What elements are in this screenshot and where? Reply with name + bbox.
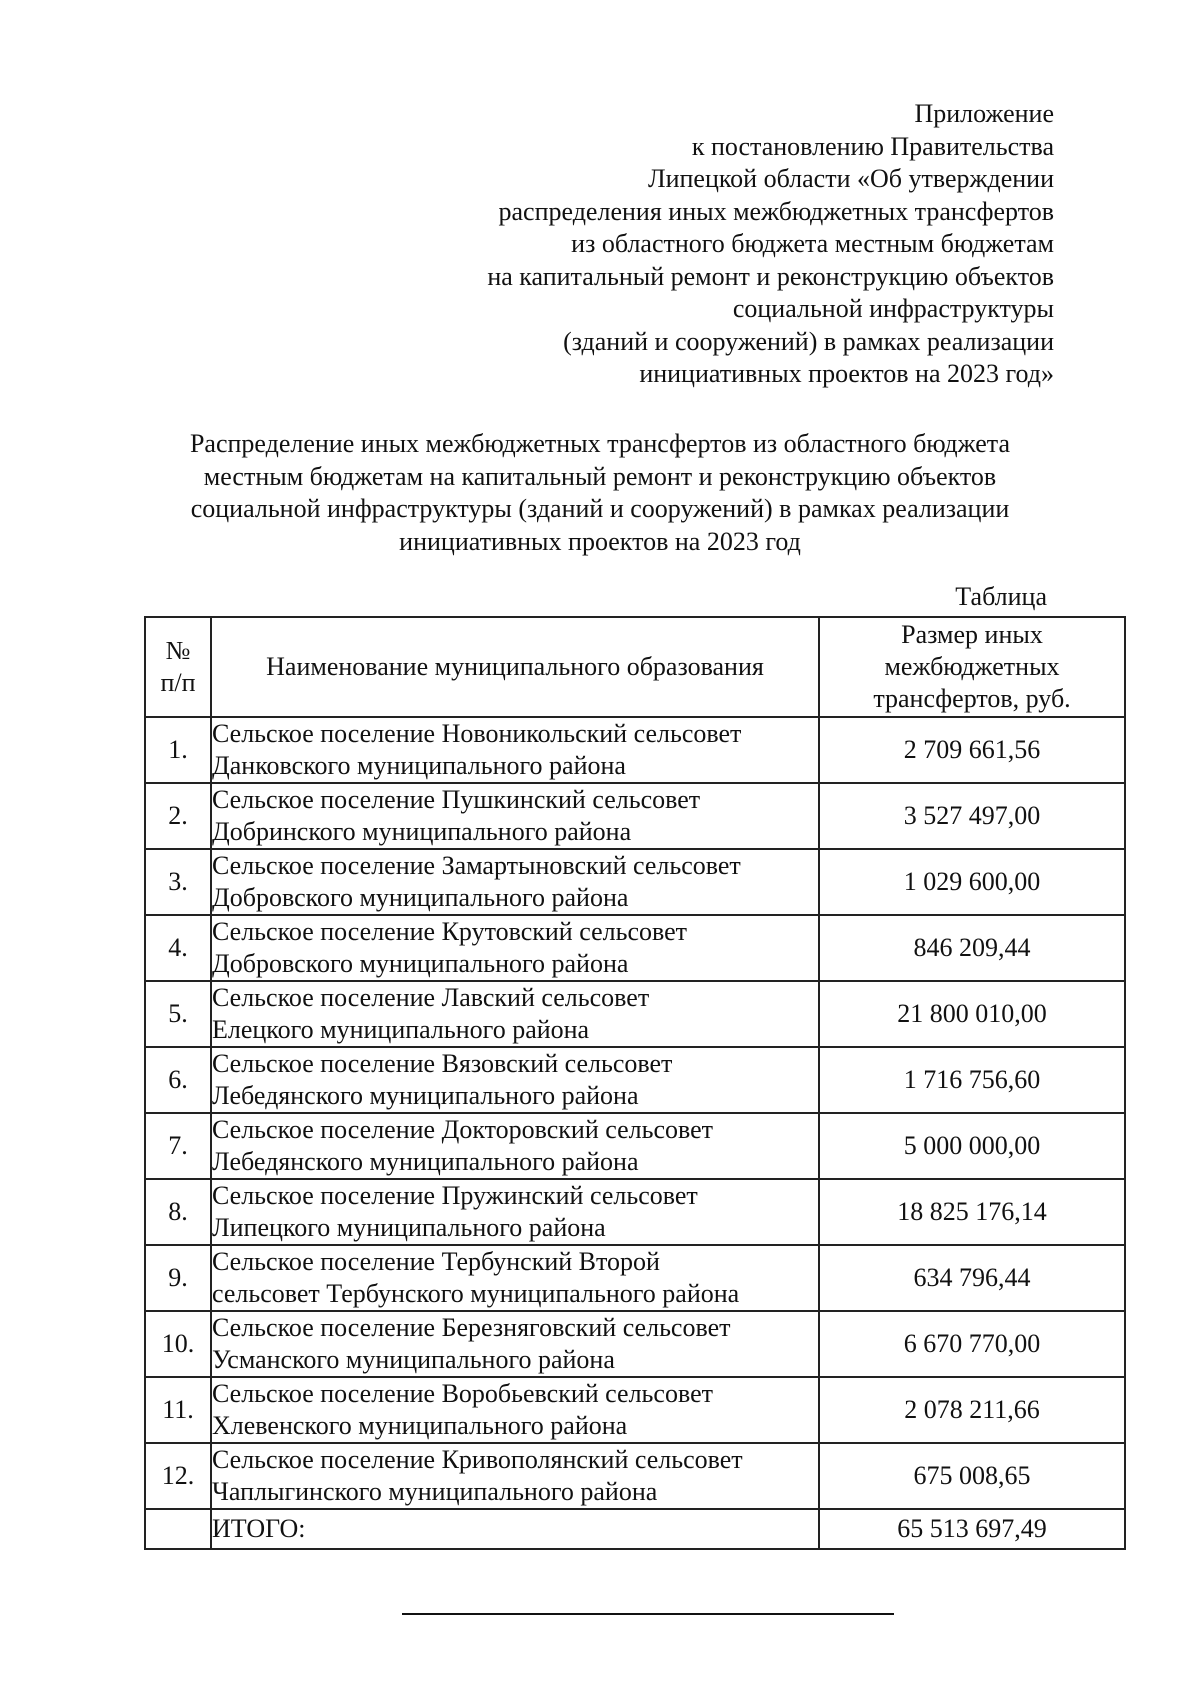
table-row xyxy=(145,717,1125,783)
row-name-line: Сельское поселение Вязовский сельсовет xyxy=(212,1049,673,1078)
header-number xyxy=(145,617,211,717)
header-number-symbol: № xyxy=(165,636,191,665)
row-amount: 2 078 211,66 xyxy=(819,1377,1125,1443)
appendix-line: на капитальный ремонт и реконструкцию объектов xyxy=(487,261,1054,291)
appendix-line: социальной инфраструктуры xyxy=(732,294,1054,323)
row-number: 4. xyxy=(145,915,211,981)
title-line: Распределение иных межбюджетных трансфертов из областного бюджета xyxy=(189,429,1011,458)
row-name-line: Данковского муниципального района xyxy=(212,751,626,780)
row-name-line: Сельское поселение Кривополянский сельсовет xyxy=(212,1445,743,1474)
row-name xyxy=(211,783,819,849)
row-number: 7. xyxy=(145,1113,211,1179)
row-name-line: Усманского муниципального района xyxy=(212,1345,615,1374)
row-number: 11. xyxy=(145,1377,211,1443)
row-name xyxy=(211,1377,819,1443)
table-row xyxy=(145,1113,1125,1179)
appendix-line: (зданий и сооружений) в рамках реализации xyxy=(563,326,1054,356)
distribution-table xyxy=(144,616,1126,1550)
row-name xyxy=(211,1443,819,1509)
table-row xyxy=(145,1311,1125,1377)
appendix-line: из областного бюджета местным бюджетам xyxy=(571,229,1054,258)
row-name-line: Сельское поселение Крутовский сельсовет xyxy=(212,917,688,946)
row-number: 12. xyxy=(145,1443,211,1509)
row-name xyxy=(211,1047,819,1113)
table-row xyxy=(145,915,1125,981)
row-amount: 5 000 000,00 xyxy=(819,1113,1125,1179)
row-number: 9. xyxy=(145,1245,211,1311)
row-amount: 846 209,44 xyxy=(819,915,1125,981)
row-name-line: сельсовет Тербунского муниципального района xyxy=(212,1279,740,1308)
row-name xyxy=(211,981,819,1047)
row-number: 10. xyxy=(145,1311,211,1377)
row-name-line: Сельское поселение Докторовский сельсовет xyxy=(212,1115,714,1144)
row-number: 3. xyxy=(145,849,211,915)
row-amount: 1 029 600,00 xyxy=(819,849,1125,915)
table-row xyxy=(145,1179,1125,1245)
row-number: 6. xyxy=(145,1047,211,1113)
header-amount xyxy=(819,617,1125,717)
row-name-line: Чаплыгинского муниципального района xyxy=(212,1477,658,1506)
row-name-line: Сельское поселение Новоникольский сельсовет xyxy=(212,719,742,748)
document-title xyxy=(120,428,1080,558)
header-name: Наименование муниципального образования xyxy=(211,617,819,717)
row-number: 8. xyxy=(145,1179,211,1245)
header-amount-line: трансфертов, руб. xyxy=(873,684,1071,713)
row-number: 2. xyxy=(145,783,211,849)
appendix-line: инициативных проектов на 2023 год» xyxy=(639,359,1054,388)
title-line: местным бюджетам на капитальный ремонт и реконструкцию объектов xyxy=(203,461,997,491)
table-row xyxy=(145,1245,1125,1311)
table-caption: Таблица xyxy=(955,582,1047,611)
appendix-line: к постановлению Правительства xyxy=(691,131,1054,161)
appendix-line: Приложение xyxy=(914,99,1054,128)
title-line: инициативных проектов на 2023 год xyxy=(399,526,801,556)
total-label: ИТОГО: xyxy=(211,1509,819,1549)
row-name xyxy=(211,1113,819,1179)
row-amount: 18 825 176,14 xyxy=(819,1179,1125,1245)
row-name xyxy=(211,915,819,981)
row-amount: 6 670 770,00 xyxy=(819,1311,1125,1377)
table-row xyxy=(145,1377,1125,1443)
row-amount: 21 800 010,00 xyxy=(819,981,1125,1047)
total-amount: 65 513 697,49 xyxy=(819,1509,1125,1549)
header-amount-line: Размер иных xyxy=(901,620,1043,649)
row-name-line: Сельское поселение Воробьевский сельсовет xyxy=(212,1379,713,1408)
row-name-line: Добровского муниципального района xyxy=(212,949,629,978)
row-name-line: Сельское поселение Березняговский сельсовет xyxy=(212,1313,731,1342)
row-name xyxy=(211,1245,819,1311)
row-name-line: Липецкого муниципального района xyxy=(212,1213,606,1242)
appendix-line: распределения иных межбюджетных трансфертов xyxy=(498,196,1054,226)
table-row xyxy=(145,783,1125,849)
row-name-line: Добринского муниципального района xyxy=(212,817,632,846)
row-amount: 3 527 497,00 xyxy=(819,783,1125,849)
table-row xyxy=(145,981,1125,1047)
row-name-line: Хлевенского муниципального района xyxy=(212,1411,628,1440)
closing-divider xyxy=(402,1613,894,1615)
row-name xyxy=(211,1311,819,1377)
row-name-line: Елецкого муниципального района xyxy=(212,1015,590,1044)
row-amount: 675 008,65 xyxy=(819,1443,1125,1509)
row-name-line: Сельское поселение Лавский сельсовет xyxy=(212,983,650,1012)
row-name-line: Лебедянского муниципального района xyxy=(212,1147,639,1176)
header-number-pp: п/п xyxy=(160,668,196,697)
row-name-line: Сельское поселение Тербунский Второй xyxy=(212,1247,660,1276)
header-amount-line: межбюджетных xyxy=(884,652,1060,681)
row-name xyxy=(211,849,819,915)
total-row xyxy=(145,1509,1125,1549)
row-name xyxy=(211,717,819,783)
row-amount: 634 796,44 xyxy=(819,1245,1125,1311)
row-name-line: Добровского муниципального района xyxy=(212,883,629,912)
row-number: 1. xyxy=(145,717,211,783)
row-name-line: Сельское поселение Пружинский сельсовет xyxy=(212,1181,698,1210)
table-row xyxy=(145,1047,1125,1113)
table-header-row xyxy=(145,617,1125,717)
row-amount: 1 716 756,60 xyxy=(819,1047,1125,1113)
row-name-line: Сельское поселение Замартыновский сельсовет xyxy=(212,851,741,880)
total-number-empty xyxy=(145,1509,211,1549)
table-row xyxy=(145,849,1125,915)
row-number: 5. xyxy=(145,981,211,1047)
row-amount: 2 709 661,56 xyxy=(819,717,1125,783)
appendix-line: Липецкой области «Об утверждении xyxy=(647,164,1054,193)
row-name-line: Сельское поселение Пушкинский сельсовет xyxy=(212,785,701,814)
title-line: социальной инфраструктуры (зданий и сооружений) в рамках реализации xyxy=(190,494,1010,523)
table-row xyxy=(145,1443,1125,1509)
row-name-line: Лебедянского муниципального района xyxy=(212,1081,639,1110)
appendix-header xyxy=(487,98,1054,391)
row-name xyxy=(211,1179,819,1245)
